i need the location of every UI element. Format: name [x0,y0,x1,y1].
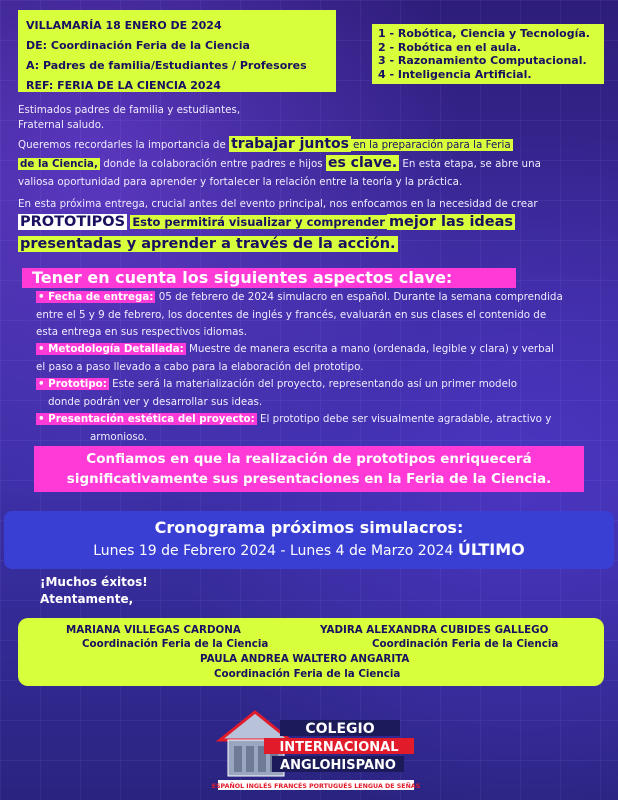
topic-item: 4 - Inteligencia Artificial. [378,67,532,81]
signature-name: PAULA ANDREA WALTERO ANGARITA [200,653,410,665]
logo-line-3: ANGLOHISPANO [280,758,396,773]
logo-languages: ESPAÑOL INGLÉS FRANCÉS PORTUGUÉS LENGUA DE SEÑAS [211,783,420,790]
school-logo [210,700,420,796]
salute: Fraternal saludo. [18,119,105,131]
signature-role: Coordinación Feria de la Ciencia [214,668,401,680]
topic-item: 1 - Robótica, Ciencia y Tecnología. [378,27,590,40]
p2-text: En esta próxima entrega, crucial antes del evento principal, nos enfocamos en la necesidad de crear [18,198,538,210]
aspect-text: el paso a paso llevado a cabo para la elaboración del prototipo. [36,360,364,373]
p1-text-e: valiosa oportunidad para aprender y fortalecer la relación entre la teoría y la práctica. [18,176,463,188]
p1-text-d: En esta etapa, se abre una [402,158,541,170]
aspect-item-prototipo [36,376,606,411]
aspect-text: Muestre de manera escrita a mano (ordenada, legible y clara) y verbal [189,343,554,355]
header-to: A: Padres de familia/Estudiantes / Profesores [26,59,307,72]
highlight-prototipos: PROTOTIPOS [20,214,126,230]
cronograma-last: ÚLTIMO [457,540,525,559]
school-logo-emblem [210,700,420,796]
aspect-text: armonioso. [90,430,148,443]
logo-line-2: INTERNACIONAL [279,740,399,755]
aspect-text: 05 de febrero de 2024 simulacro en español. Durante la semana comprendida [158,291,563,303]
signatures-box [18,618,604,686]
aspects-title: Tener en cuenta los siguientes aspectos clave: [22,268,516,288]
highlight-presentadas: presentadas y aprender a través de la acción. [20,236,396,252]
aspect-item-fecha [36,289,606,342]
aspect-label: • Fecha de entrega: [38,291,154,303]
cronograma-bar [4,511,614,569]
closing [40,574,148,608]
cronograma-dates-line [4,539,614,562]
p1-text: Queremos recordarles la importancia de [18,139,226,151]
highlight-preparacion: en la preparación para la Feria [353,139,511,151]
p1-text-c: donde la colaboración entre padres e hijos [103,158,323,170]
intro-text [18,103,608,256]
aspect-text: entre el 5 y 9 de febrero, los docentes de inglés y francés, evaluarán en sus clases el contenido de [36,308,547,321]
aspect-text: El prototipo debe ser visualmente agradable, atractivo y [260,413,552,425]
aspect-text: esta entrega en sus respectivos idiomas. [36,326,248,338]
aspect-text: Este será la materialización del proyecto, representando así un primer modelo [112,378,518,390]
topic-item: 2 - Robótica en el aula. [378,40,521,54]
closing-regards: Atentamente, [40,592,134,606]
paragraph-1 [18,135,608,191]
closing-wish: ¡Muchos éxitos! [40,575,148,589]
topic-item: 3 - Razonamiento Computacional. [378,54,587,67]
highlight-mejor-ideas: mejor las ideas [388,214,514,230]
highlight-feria: de la Ciencia, [20,158,98,170]
highlight-visualizar: Esto permitirá visualizar y comprender [132,215,385,229]
aspect-item-presentacion [36,411,606,446]
banner-line: Confiamos en que la realización de prototipos enriquecerá [86,451,532,467]
cronograma-dates: Lunes 19 de Febrero 2024 - Lunes 4 de Marzo 2024 [93,543,454,559]
aspect-item-metodologia [36,341,606,376]
highlight-trabajar-juntos: trabajar juntos [231,136,350,152]
aspect-label: • Prototipo: [38,378,107,390]
logo-line-1: COLEGIO [305,721,375,737]
signature-role: Coordinación Feria de la Ciencia [372,638,559,650]
signature-name: YADIRA ALEXANDRA CUBIDES GALLEGO [320,624,549,636]
banner-line: significativamente sus presentaciones en la Feria de la Ciencia. [66,471,552,487]
paragraph-2 [18,197,608,212]
aspect-label: • Presentación estética del proyecto: [38,413,255,425]
greeting: Estimados padres de familia y estudiantes, [18,104,241,116]
signature-role: Coordinación Feria de la Ciencia [82,638,269,650]
aspect-text: donde podrán ver y desarrollar sus ideas. [48,395,263,408]
confidence-banner [34,446,584,492]
signature-name: MARIANA VILLEGAS CARDONA [66,624,241,636]
paragraph-2-highlights [18,212,608,256]
header-ref: REF: FERIA DE LA CIENCIA 2024 [26,79,221,92]
letter-header [18,10,336,92]
highlight-es-clave: es clave. [327,155,398,171]
topics-list [372,24,604,84]
aspect-label: • Metodología Detallada: [38,343,184,355]
cronograma-title: Cronograma próximos simulacros: [154,518,464,537]
header-date: VILLAMARÍA 18 ENERO DE 2024 [26,19,222,32]
header-from: DE: Coordinación Feria de la Ciencia [26,39,250,52]
